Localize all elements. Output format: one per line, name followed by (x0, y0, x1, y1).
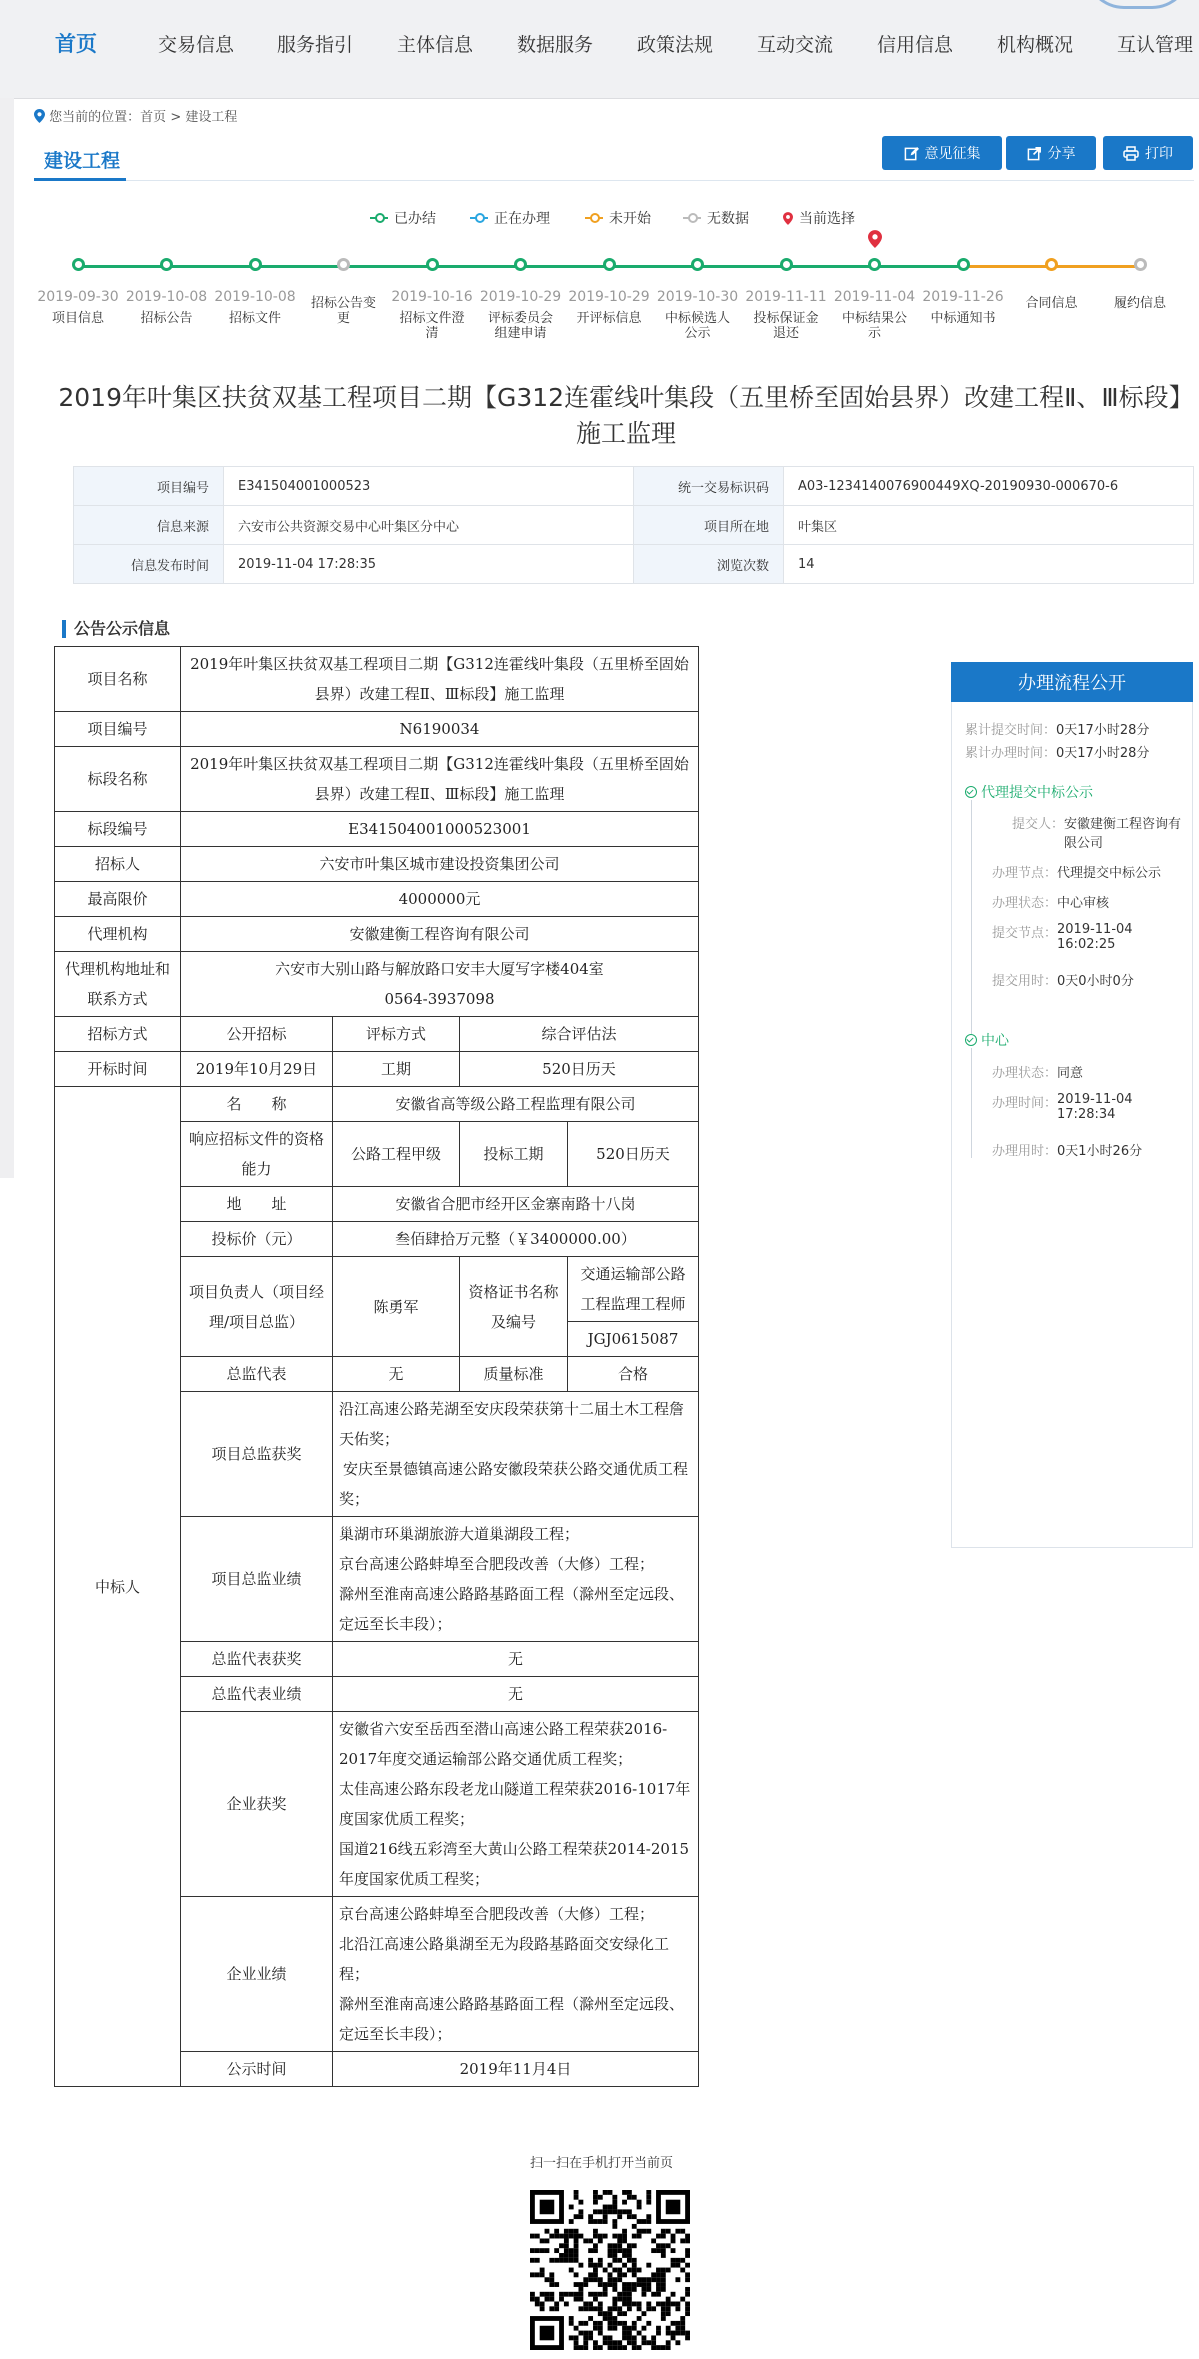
timeline-step-label[interactable]: 中标结果公示 (841, 311, 907, 341)
legend-doing (470, 208, 550, 228)
done-line-icon (370, 217, 388, 219)
handle-time-value: 0天17小时28分 (1056, 746, 1150, 761)
printer-icon (1123, 146, 1139, 161)
cell-value: 公开招标 (181, 1017, 333, 1052)
timeline-date: 2019-11-26 (922, 289, 1004, 305)
trade-code-value: A03-1234140076900449XQ-20190930-000670-6 (784, 467, 1194, 506)
timeline-segment (432, 265, 521, 268)
qr-code (530, 2190, 690, 2350)
timeline-node[interactable] (337, 258, 350, 271)
location-pin-icon (34, 109, 45, 123)
timeline-node[interactable] (160, 258, 173, 271)
cell-value: N6190034 (181, 712, 699, 747)
cell-label: 招标方式 (55, 1017, 181, 1052)
list-item: 京台高速公路蚌埠至合肥段改善（大修）工程； (339, 1905, 655, 1923)
legend-done-label: 已办结 (394, 211, 436, 227)
breadcrumb-sep: > (170, 110, 182, 125)
cell-label: 质量标准 (460, 1357, 568, 1392)
cell-value: 无 (333, 1677, 699, 1712)
doing-line-icon (470, 217, 488, 219)
cell-label: 投标工期 (460, 1122, 568, 1187)
cell-label: 总监代表获奖 (181, 1642, 333, 1677)
legend-nodata (683, 208, 749, 228)
legend-nodata-label: 无数据 (707, 211, 749, 227)
cell-label: 项目名称 (55, 647, 181, 712)
timeline-node[interactable] (603, 258, 616, 271)
cell-value: 4000000元 (181, 882, 699, 917)
logo-emblem (1085, 0, 1191, 9)
cell-value: 安徽省高等级公路工程监理有限公司 (333, 1087, 699, 1122)
cell-label: 开标时间 (55, 1052, 181, 1087)
cell-label: 项目总监业绩 (181, 1517, 333, 1642)
check-circle-icon (965, 786, 977, 798)
cell-label: 总监代表 (181, 1357, 333, 1392)
cell-value: 交通运输部公路工程监理工程师 (568, 1257, 699, 1322)
timeline-step-label[interactable]: 项目信息 (51, 311, 104, 326)
pubtime-value: 2019-11-04 17:28:35 (224, 545, 634, 584)
cell-label: 投标价（元） (181, 1222, 333, 1257)
s2-state-row (992, 1062, 1083, 1081)
timeline-node[interactable] (72, 258, 85, 271)
s1-time-row (992, 922, 1133, 952)
cell-label: 名 称 (181, 1087, 333, 1122)
agency-address: 六安市大别山路与解放路口安丰大厦写字楼404室 (275, 960, 604, 978)
handle-time-row (965, 742, 1149, 761)
cell-label: 项目负责人（项目经理/项目总监） (181, 1257, 333, 1357)
timeline-step-label[interactable]: 招标公告 (140, 311, 193, 326)
cell-label: 资格证书名称及编号 (460, 1257, 568, 1357)
cell-value: 公路工程甲级 (333, 1122, 460, 1187)
breadcrumb (34, 106, 237, 125)
nodata-line-icon (683, 217, 701, 219)
s1-used-row (992, 970, 1134, 989)
cell-label: 评标方式 (333, 1017, 460, 1052)
list-item: 滁州至淮南高速公路路基路面工程（滁州至定远段、定远至长丰段）； (339, 1995, 685, 2043)
cell-value: 2019年10月29日 (181, 1052, 333, 1087)
s2-used-value: 0天1小时26分 (1057, 1144, 1143, 1159)
list-item: 安徽省六安至岳西至潜山高速公路工程荣获2016-2017年度交通运输部公路交通优质工程奖； (339, 1720, 668, 1768)
timeline-segment (78, 265, 167, 268)
qr-label: 扫一扫在手机打开当前页 (530, 2156, 674, 2171)
cell-label: 项目总监获奖 (181, 1392, 333, 1517)
timeline-node[interactable] (1134, 258, 1147, 271)
step-connector (971, 1048, 972, 1158)
submit-time-row (965, 719, 1149, 738)
timeline-segment (875, 265, 964, 268)
timeline-date: 2019-10-30 (656, 289, 739, 305)
nav-item-interact[interactable]: 互动交流 (757, 34, 834, 56)
cell-label: 工期 (333, 1052, 460, 1087)
process-panel-title: 办理流程公开 (951, 662, 1193, 702)
cell-value: 陈勇军 (333, 1257, 460, 1357)
timeline-step-label[interactable]: 中标候选人公示 (664, 311, 730, 341)
print-button[interactable] (1103, 136, 1193, 170)
step-center (965, 1030, 1009, 1050)
list-item: 奖； (339, 1490, 370, 1508)
share-button[interactable] (1006, 136, 1096, 170)
nav-item-home[interactable]: 首页 (55, 32, 97, 56)
feedback-button[interactable] (882, 136, 1002, 170)
legend-current (783, 208, 855, 228)
cell-value: 合格 (568, 1357, 699, 1392)
section-title-underline (34, 178, 126, 181)
cell-label: 响应招标文件的资格能力 (181, 1122, 333, 1187)
cell-value (333, 1712, 699, 1897)
nav-item-credit[interactable]: 信用信息 (877, 34, 954, 56)
timeline-segment (963, 265, 1052, 268)
top-nav (0, 0, 1199, 99)
s2-used-label: 办理用时： (992, 1144, 1058, 1159)
timeline-date: 2019-11-04 (833, 289, 916, 305)
s2-clock: 17:28:34 (1057, 1107, 1116, 1122)
cell-label: 标段编号 (55, 812, 181, 847)
timeline-node[interactable] (780, 258, 793, 271)
timeline-segment (521, 265, 610, 268)
cell-label: 项目编号 (55, 712, 181, 747)
timeline-step-label[interactable]: 招标公告变更 (310, 296, 376, 326)
cell-label: 招标人 (55, 847, 181, 882)
nav-item-subject[interactable]: 主体信息 (397, 34, 474, 56)
left-gutter (0, 98, 14, 1178)
timeline-step-label[interactable]: 投标保证金退还 (753, 311, 819, 341)
s1-node-label: 办理节点： (992, 866, 1058, 881)
share-label: 分享 (1047, 146, 1076, 162)
s2-date: 2019-11-04 (1057, 1092, 1133, 1107)
s1-time-label: 提交节点： (992, 926, 1058, 941)
timeline-date: 2019-10-16 (391, 289, 473, 305)
timeline-node[interactable] (249, 258, 262, 271)
s2-time-label: 办理时间： (992, 1096, 1058, 1111)
s1-node-row (992, 862, 1161, 881)
current-step-pin-icon (868, 230, 882, 248)
agency-phone: 0564-3937098 (384, 990, 495, 1008)
cell-value (333, 1517, 699, 1642)
step-title: 中心 (981, 1033, 1009, 1049)
timeline-segment (786, 265, 875, 268)
cell-value: 无 (333, 1357, 460, 1392)
source-label: 信息来源 (74, 506, 224, 545)
timeline-segment (344, 265, 433, 268)
cell-value: 六安市叶集区城市建设投资集团公司 (181, 847, 699, 882)
cell-value (333, 1392, 699, 1517)
timeline-date: 2019-09-30 (37, 289, 119, 305)
legend-current-label: 当前选择 (799, 211, 855, 227)
cell-value (333, 1897, 699, 2052)
nav-item-org[interactable]: 机构概况 (997, 34, 1074, 56)
s1-submitter-row (1008, 813, 1188, 851)
legend-todo-label: 未开始 (609, 211, 651, 227)
s1-node-value: 代理提交中标公示 (1057, 866, 1162, 881)
section-divider (34, 180, 1194, 181)
s1-state-label: 办理状态： (992, 896, 1058, 911)
location-value: 叶集区 (784, 506, 1194, 545)
timeline-segment (167, 265, 256, 268)
views-label: 浏览次数 (634, 545, 784, 584)
edit-icon (904, 146, 919, 161)
cell-label: 代理机构 (55, 917, 181, 952)
winner-label: 中标人 (55, 1087, 181, 2087)
cell-value: 2019年叶集区扶贫双基工程项目二期【G312连霍线叶集段（五里桥至固始县界）改建工程Ⅱ、Ⅲ标段】施工监理 (181, 747, 699, 812)
project-info-table (73, 466, 1194, 584)
timeline-date: 2019-10-08 (214, 289, 296, 305)
section-title: 建设工程 (44, 150, 121, 172)
timeline-node[interactable] (514, 258, 527, 271)
list-item: 国道216线五彩湾至大黄山公路工程荣获2014-2015年度国家优质工程奖； (339, 1840, 690, 1888)
cell-value: 无 (333, 1642, 699, 1677)
timeline-date: 2019-10-29 (479, 289, 562, 305)
nav-item-trade[interactable]: 交易信息 (158, 34, 235, 56)
timeline-node[interactable] (957, 258, 970, 271)
cell-label: 总监代表业绩 (181, 1677, 333, 1712)
step-agent-submit (965, 782, 1093, 802)
list-item: 沿江高速公路芜湖至安庆段荣获第十二届土木工程詹天佑奖； (339, 1400, 685, 1448)
cell-value: E341504001000523001 (181, 812, 699, 847)
cell-value (181, 952, 699, 1017)
cell-label: 标段名称 (55, 747, 181, 812)
breadcrumb-current[interactable]: 建设工程 (185, 110, 238, 125)
cell-value: 综合评估法 (460, 1017, 699, 1052)
list-item: 太佳高速公路东段老龙山隧道工程荣获2016-1017年度国家优质工程奖； (339, 1780, 691, 1828)
feedback-label: 意见征集 (924, 146, 981, 162)
nav-item-data[interactable]: 数据服务 (517, 34, 594, 56)
notice-section-title: 公告公示信息 (62, 620, 170, 638)
trade-code-label: 统一交易标识码 (634, 467, 784, 506)
s2-time-value (1057, 1092, 1133, 1122)
location-label: 项目所在地 (634, 506, 784, 545)
submit-time-value: 0天17小时28分 (1056, 723, 1150, 738)
breadcrumb-home[interactable]: 首页 (140, 110, 167, 125)
timeline-node[interactable] (426, 258, 439, 271)
timeline-step-label[interactable]: 招标文件 (228, 311, 281, 326)
cell-value: 2019年11月4日 (333, 2052, 699, 2087)
check-circle-icon (965, 1034, 977, 1046)
s1-date: 2019-11-04 (1057, 922, 1133, 937)
timeline-node[interactable] (868, 258, 881, 271)
nav-item-policy[interactable]: 政策法规 (637, 34, 714, 56)
cell-label: 公示时间 (181, 2052, 333, 2087)
nav-item-mutual[interactable]: 互认管理 (1117, 34, 1194, 56)
s1-used-value: 0天0小时0分 (1057, 974, 1134, 989)
s1-submitter-value: 安徽建衡工程咨询有限公司 (1064, 817, 1182, 851)
share-icon (1027, 146, 1042, 161)
step-connector (971, 800, 972, 1034)
list-item: 安庆至景德镇高速公路安徽段荣获公路交通优质工程 (342, 1460, 688, 1478)
s1-submitter-label: 提交人： (1012, 817, 1065, 832)
s1-state-value: 中心审核 (1057, 896, 1110, 911)
print-label: 打印 (1145, 146, 1173, 162)
cell-label: 地 址 (181, 1187, 333, 1222)
todo-line-icon (585, 217, 603, 219)
list-item: 京台高速公路蚌埠至合肥段改善（大修）工程； (339, 1555, 655, 1573)
cell-value: 叁佰肆拾万元整（￥3400000.00） (333, 1222, 699, 1257)
s1-used-label: 提交用时： (992, 974, 1058, 989)
timeline-step-label[interactable]: 中标通知书 (930, 311, 996, 326)
s1-clock: 16:02:25 (1057, 937, 1116, 952)
submit-time-label: 累计提交时间： (965, 723, 1057, 738)
timeline-node[interactable] (1045, 258, 1058, 271)
timeline-date: 2019-10-29 (568, 289, 650, 305)
timeline-segment (255, 265, 344, 268)
timeline-date: 2019-10-08 (125, 289, 208, 305)
page-title: 2019年叶集区扶贫双基工程项目二期【G312连霍线叶集段（五里桥至固始县界）改建工程Ⅱ、Ⅲ标段】施工监理 (58, 383, 1194, 448)
legend-todo (585, 208, 651, 228)
s2-state-label: 办理状态： (992, 1066, 1058, 1081)
source-value: 六安市公共资源交易中心叶集区分中心 (224, 506, 634, 545)
s2-time-row (992, 1092, 1133, 1122)
cell-value: 安徽建衡工程咨询有限公司 (181, 917, 699, 952)
legend-done (370, 208, 436, 228)
s1-state-row (992, 892, 1109, 911)
step-title: 代理提交中标公示 (981, 785, 1093, 801)
project-no-value: E341504001000523 (224, 467, 634, 506)
legend-doing-label: 正在办理 (494, 211, 550, 227)
project-no-label: 项目编号 (74, 467, 224, 506)
timeline-segment (1052, 265, 1141, 268)
s1-time-value (1057, 922, 1133, 952)
cell-label: 企业业绩 (181, 1897, 333, 2052)
cell-value: 2019年叶集区扶贫双基工程项目二期【G312连霍线叶集段（五里桥至固始县界）改建工程Ⅱ、Ⅲ标段】施工监理 (181, 647, 699, 712)
timeline-step-label[interactable]: 招标文件澄清 (399, 311, 465, 341)
timeline-step-label[interactable]: 评标委员会组建申请 (487, 311, 553, 341)
s2-state-value: 同意 (1057, 1066, 1084, 1081)
current-pin-icon (783, 212, 793, 225)
list-item: 北沿江高速公路巢湖至无为段路基路面交安绿化工程； (339, 1935, 670, 1983)
nav-item-service[interactable]: 服务指引 (277, 34, 354, 56)
s2-used-row (992, 1140, 1142, 1159)
list-item: 巢湖市环巢湖旅游大道巢湖段工程； (339, 1525, 580, 1543)
timeline-step-label[interactable]: 履约信息 (1113, 296, 1166, 311)
views-value: 14 (784, 545, 1194, 584)
cell-value: 520日历天 (568, 1122, 699, 1187)
timeline-step-label[interactable]: 开评标信息 (576, 311, 642, 326)
cell-label: 企业获奖 (181, 1712, 333, 1897)
cell-value: JGJ0615087 (568, 1322, 699, 1357)
cell-value: 520日历天 (460, 1052, 699, 1087)
pubtime-label: 信息发布时间 (74, 545, 224, 584)
timeline-segment (698, 265, 787, 268)
breadcrumb-prefix: 您当前的位置： (49, 110, 141, 125)
bid-result-table (54, 646, 699, 2087)
timeline-node[interactable] (691, 258, 704, 271)
handle-time-label: 累计办理时间： (965, 746, 1057, 761)
list-item: 滁州至淮南高速公路路基路面工程（滁州至定远段、定远至长丰段）； (339, 1585, 685, 1633)
timeline-step-label[interactable]: 合同信息 (1025, 296, 1078, 311)
timeline-segment (609, 265, 698, 268)
cell-value: 安徽省合肥市经开区金寨南路十八岗 (333, 1187, 699, 1222)
cell-label: 最高限价 (55, 882, 181, 917)
cell-label: 代理机构地址和联系方式 (55, 952, 181, 1017)
timeline-date: 2019-11-11 (745, 289, 827, 305)
